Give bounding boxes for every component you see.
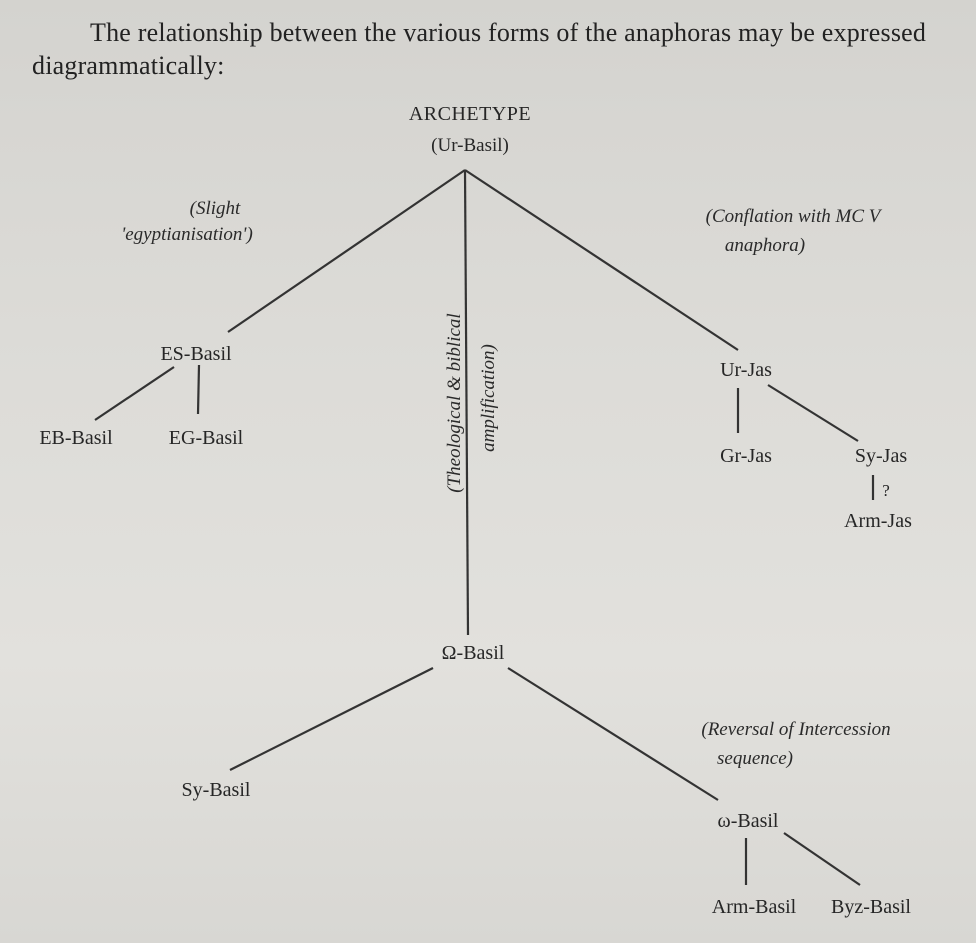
note-conflation: (Conflation with MC V bbox=[705, 206, 881, 227]
node-archetype-sub: (Ur-Basil) bbox=[431, 135, 509, 156]
tree-edges bbox=[95, 170, 873, 885]
node-sy-jas: Sy-Jas bbox=[854, 445, 908, 467]
edge-es-eb-basil bbox=[95, 367, 174, 420]
node-small-omega-basil: ω-Basil bbox=[717, 810, 779, 832]
edge-archetype-es-basil bbox=[228, 170, 465, 332]
edge-archetype-omega-basil bbox=[465, 170, 468, 635]
note-amplification: amplification) bbox=[478, 344, 499, 452]
tree-annotations bbox=[121, 198, 890, 769]
note-reversal: (Reversal of Intercession bbox=[701, 719, 891, 740]
edge-omega-sy-basil bbox=[230, 668, 433, 770]
intro-text: The relationship between the various forms of the anaphoras may be expressed diagrammatically: bbox=[32, 18, 927, 80]
node-arm-jas: Arm-Jas bbox=[844, 510, 912, 532]
node-arm-basil: Arm-Basil bbox=[711, 896, 797, 918]
question-mark: ? bbox=[882, 481, 890, 500]
edge-small-omega-byz-basil bbox=[784, 833, 860, 885]
node-gr-jas: Gr-Jas bbox=[720, 445, 772, 467]
node-ur-jas: Ur-Jas bbox=[720, 359, 772, 381]
note-theological: (Theological & biblical bbox=[444, 313, 465, 493]
node-eg-basil: EG-Basil bbox=[168, 427, 244, 449]
node-archetype: ARCHETYPE bbox=[408, 103, 532, 125]
edge-es-eg-basil bbox=[198, 365, 199, 414]
node-omega-basil: Ω-Basil bbox=[441, 642, 505, 664]
node-byz-basil: Byz-Basil bbox=[831, 896, 911, 918]
node-sy-basil: Sy-Basil bbox=[181, 779, 251, 801]
note-sequence: sequence) bbox=[717, 748, 793, 769]
note-egyptianisation: 'egyptianisation') bbox=[121, 224, 253, 245]
note-slight: (Slight bbox=[189, 198, 241, 219]
edge-ur-sy-jas bbox=[768, 385, 858, 441]
node-eb-basil: EB-Basil bbox=[39, 427, 113, 449]
node-es-basil: ES-Basil bbox=[160, 343, 232, 365]
note-anaphora: anaphora) bbox=[724, 235, 806, 256]
edge-omega-small-omega-basil bbox=[508, 668, 718, 800]
edge-archetype-ur-jas bbox=[465, 170, 738, 350]
